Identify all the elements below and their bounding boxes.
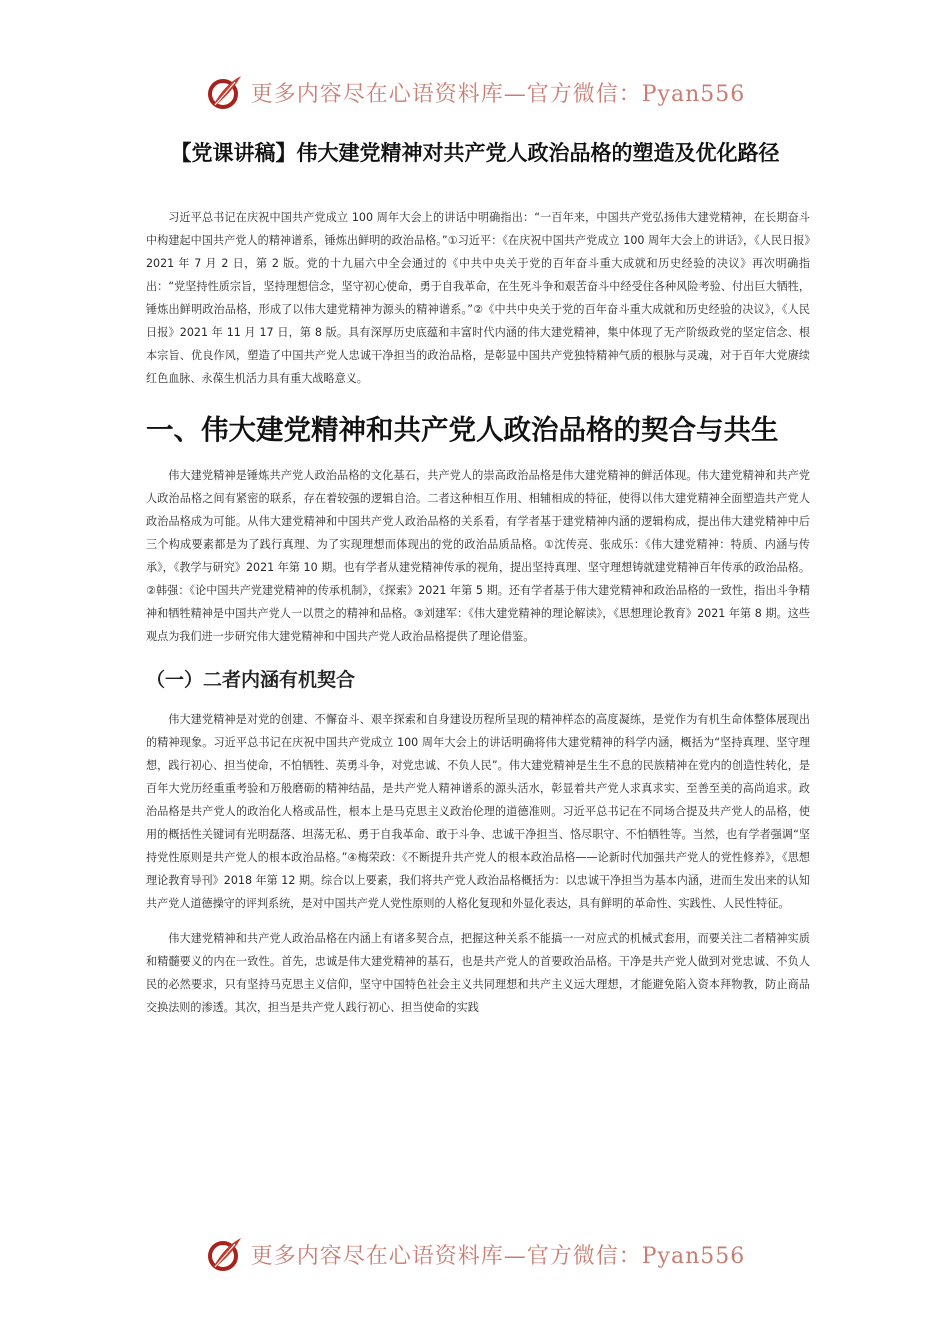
subsection-paragraph: 伟大建党精神是对党的创建、不懈奋斗、艰辛探索和自身建设历程所呈现的精神样态的高度凝练，是党作为有机生命体整体展现出的精神现象。习近平总书记在庆祝中国共产党成立 100 周年大会上的讲话明确将伟大建党精神的科学内涵，概括为“坚持真理、坚守理想，践行初心、担当使命，不怕牺牲、英勇斗争，对党忠诚、不负人民”。伟大建党精神是生生不息的民族精神在党内的创造性转化，是百年大党历经重重考验和万般磨砺的精神结晶，是共产党人精神谱系的源头活水，彰显着共产党人求真求实、至善至美的高尚追求。政治品格是共产党人的政治化人格或品性，根本上是马克思主义政治伦理的道德准则。习近平总书记在不同场合提及共产党人的品格，使用的概括性关键词有光明磊落、坦荡无私、勇于自我革命、敢于斗争、忠诚干净担当、恪尽职守、不怕牺牲等。当然，也有学者强调“坚持党性原则是共产党人的根本政治品格。”④梅荣政：《不断提升共产党人的根本政治品格——论新时代加强共产党人的党性修养》，《思想理论教育导刊》2018 年第 12 期。综合以上要素，我们将共产党人政治品格概括为：以忠诚干净担当为基本内涵，进而生发出来的认知共产党人道德操守的评判系统，是对中国共产党人党性原则的人格化复现和外显化表达，具有鲜明的革命性、实践性、人民性特征。 <box>146 713 810 910</box>
footer-banner <box>0 1234 950 1274</box>
intro-paragraph: 习近平总书记在庆祝中国共产党成立 100 周年大会上的讲话中明确指出：“一百年来，中国共产党弘扬伟大建党精神，在长期奋斗中构建起中国共产党人的精神谱系，锤炼出鲜明的政治品格。”①习近平：《在庆祝中国共产党成立 100 周年大会上的讲话》，《人民日报》2021 年 7 月 2 日，第 2 版。党的十九届六中全会通过的《中共中央关于党的百年奋斗重大成就和历史经验的决议》再次明确指出：“党坚持性质宗旨，坚持理想信念，坚守初心使命，勇于自我革命，在生死斗争和艰苦奋斗中经受住各种风险考验、付出巨大牺牲，锤炼出鲜明政治品格，形成了以伟大建党精神为源头的精神谱系。”②《中共中央关于党的百年奋斗重大成就和历史经验的决议》，《人民日报》2021 年 11 月 17 日，第 8 版。具有深厚历史底蕴和丰富时代内涵的伟大建党精神，集中体现了无产阶级政党的坚定信念、根本宗旨、优良作风，塑造了中国共产党人忠诚干净担当的政治品格，是彰显中国共产党独特精神气质的根脉与灵魂，对于百年大党赓续红色血脉、永葆生机活力具有重大战略意义。 <box>146 211 810 385</box>
feather-circle-logo <box>205 1234 245 1274</box>
document-title: 【党课讲稿】伟大建党精神对共产党人政治品格的塑造及优化路径 <box>170 141 780 165</box>
header-banner <box>0 72 950 112</box>
section-paragraph: 伟大建党精神是锤炼共产党人政治品格的文化基石，共产党人的崇高政治品格是伟大建党精神的鲜活体现。伟大建党精神和共产党人政治品格之间有紧密的联系，存在着较强的逻辑自洽。二者这种相互作用、相辅相成的特征，使得以伟大建党精神全面塑造共产党人政治品格成为可能。从伟大建党精神和中国共产党人政治品格的关系看，有学者基于建党精神内涵的逻辑构成，提出伟大建党精神中后三个构成要素都是为了践行真理、为了实现理想而体现出的党的政治品质品格。①沈传亮、张成乐：《伟大建党精神：特质、内涵与传承》，《教学与研究》2021 年第 10 期。也有学者从建党精神传承的视角，提出坚持真理、坚守理想铸就建党精神百年传承的政治品格。②韩强：《论中国共产党建党精神的传承机制》，《探索》2021 年第 5 期。还有学者基于伟大建党精神和政治品格的一致性，指出斗争精神和牺牲精神是中国共产党人一以贯之的精神和品格。③刘建军：《伟大建党精神的理论解读》，《思想理论教育》2021 年第 8 期。这些观点为我们进一步研究伟大建党精神和中国共产党人政治品格提供了理论借鉴。 <box>146 469 810 643</box>
section-heading: 一、伟大建党精神和共产党人政治品格的契合与共生 <box>146 414 779 446</box>
banner-text: 更多内容尽在心语资料库—官方微信：Pyan556 <box>250 81 746 107</box>
document-body <box>146 206 810 1019</box>
subsection-paragraph: 伟大建党精神和共产党人政治品格在内涵上有诸多契合点，把握这种关系不能搞一一对应式的机械式套用，而要关注二者精神实质和精髓要义的内在一致性。首先，忠诚是伟大建党精神的基石，也是共产党人的首要政治品格。干净是共产党人做到对党忠诚、不负人民的必然要求，只有坚持马克思主义信仰，坚守中国特色社会主义共同理想和共产主义远大理想，才能避免陷入资本拜物教，防止商品交换法则的渗透。其次，担当是共产党人践行初心、担当使命的实践 <box>146 932 810 1014</box>
subsection-heading: （一）二者内涵有机契合 <box>146 669 356 691</box>
feather-circle-logo <box>205 72 245 112</box>
banner-text: 更多内容尽在心语资料库—官方微信：Pyan556 <box>250 1243 746 1269</box>
